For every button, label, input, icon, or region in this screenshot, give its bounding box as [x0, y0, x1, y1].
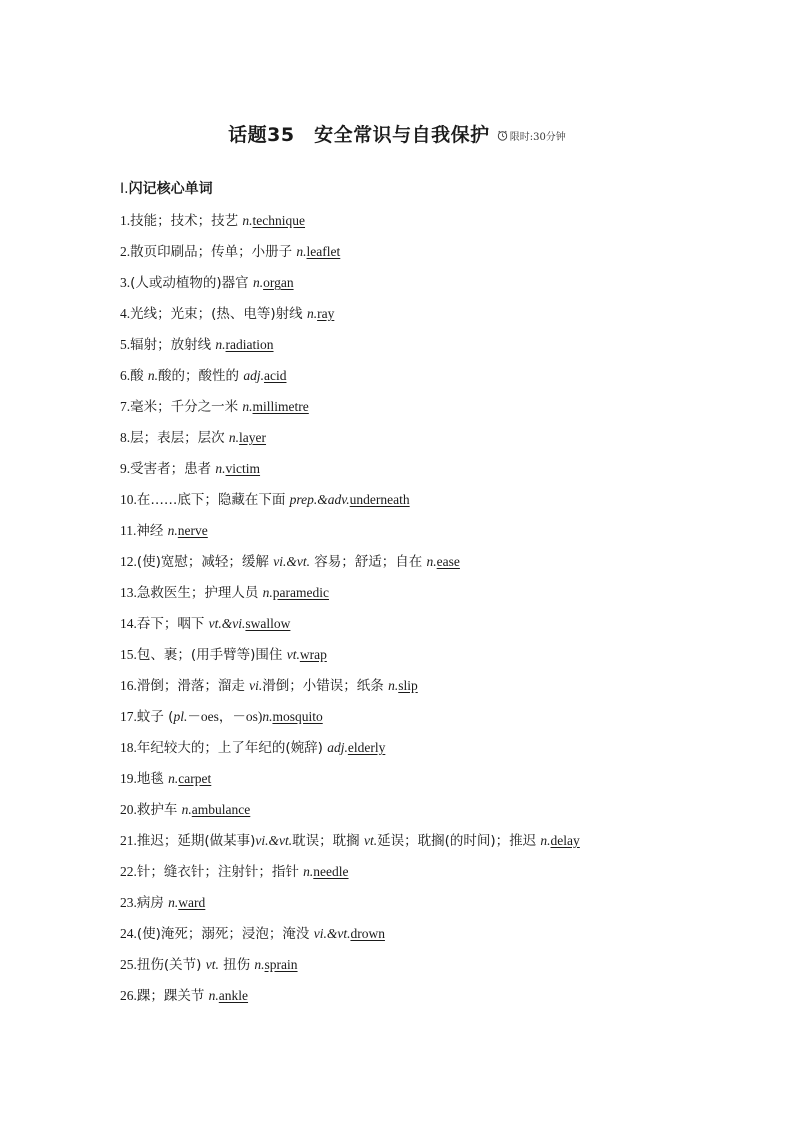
answer-word: leaflet: [306, 244, 341, 259]
answer-word: slip: [398, 678, 418, 693]
part-of-speech: vt.: [205, 957, 219, 972]
item-number: 7.: [120, 399, 131, 414]
part-of-speech: n.: [167, 523, 178, 538]
part-of-speech: n.: [426, 554, 437, 569]
part-of-speech: vt.&vi.: [208, 616, 246, 631]
clock-icon: [497, 130, 508, 141]
item-definition: 扭伤: [218, 957, 255, 973]
part-of-speech: n.: [303, 864, 314, 879]
part-of-speech: n.: [215, 461, 226, 476]
vocab-item: [120, 518, 760, 549]
part-of-speech: vi.&vt.: [255, 833, 293, 848]
item-number: 11.: [120, 523, 137, 538]
part-of-speech: n.: [168, 771, 179, 786]
item-definition: 技能；技术；技艺: [130, 213, 243, 229]
vocab-item: [120, 952, 760, 983]
part-of-speech: n.: [242, 213, 253, 228]
item-number: 6.: [120, 368, 131, 383]
item-definition: (人或动植物的)器官: [130, 275, 253, 291]
item-number: 14.: [120, 616, 137, 631]
item-definition: 辐射；放射线: [130, 337, 216, 353]
section-numeral: Ⅰ.: [120, 181, 129, 197]
part-of-speech: n.: [306, 306, 318, 321]
answer-word: sprain: [264, 957, 298, 972]
item-number: 26.: [120, 988, 137, 1003]
part-of-speech: n.: [208, 988, 219, 1003]
part-of-speech: n.: [254, 957, 265, 972]
vocab-item: [120, 487, 760, 518]
item-number: 25.: [120, 957, 137, 972]
vocab-item: [120, 735, 760, 766]
item-definition: 酸的；酸性的: [158, 368, 244, 384]
part-of-speech: vi.&vt.: [273, 554, 310, 569]
item-definition: 地毯: [136, 771, 169, 787]
vocab-item: [120, 890, 760, 921]
item-definition: (使)淹死；溺死；浸泡；淹没: [136, 926, 314, 942]
answer-word: needle: [313, 864, 349, 879]
vocab-item: [120, 208, 760, 239]
item-definition: 容易；舒适；自在: [309, 554, 427, 570]
answer-word: victim: [225, 461, 261, 476]
vocab-item: [120, 394, 760, 425]
answer-word: millimetre: [252, 399, 309, 414]
vocab-item: [120, 704, 760, 735]
item-number: 23.: [120, 895, 137, 910]
item-number: 16.: [120, 678, 137, 693]
part-of-speech: n.: [228, 430, 240, 445]
item-number: 12.: [120, 554, 137, 569]
part-of-speech: n.: [262, 709, 273, 724]
vocab-item: [120, 797, 760, 828]
answer-word: swallow: [245, 616, 291, 631]
vocab-item: [120, 673, 760, 704]
vocab-item: [120, 549, 760, 580]
vocab-item: [120, 239, 760, 270]
item-definition: 毫米；千分之一米: [130, 399, 243, 415]
answer-word: ward: [178, 895, 206, 910]
item-definition: 耽误；耽搁: [292, 833, 364, 849]
part-of-speech: n.: [168, 895, 179, 910]
part-of-speech: n.: [242, 399, 253, 414]
item-number: 8.: [120, 430, 131, 445]
item-definition: 急救医生；护理人员: [136, 585, 263, 601]
item-definition: 吞下；咽下: [136, 616, 209, 632]
item-number: 21.: [120, 833, 137, 848]
vocab-item: [120, 766, 760, 797]
answer-word: ray: [317, 306, 335, 321]
part-of-speech: n.: [181, 802, 192, 817]
part-of-speech: adj.: [327, 740, 348, 755]
item-definition: 散页印刷品；传单；小册子: [130, 244, 297, 260]
vocab-item: [120, 332, 760, 363]
part-of-speech: n.: [252, 275, 264, 290]
item-definition: 受害者；患者: [130, 461, 216, 477]
item-number: 3.: [120, 275, 131, 290]
item-number: 5.: [120, 337, 131, 352]
answer-word: wrap: [299, 647, 327, 662]
item-definition: 蚊子 (: [136, 709, 174, 725]
vocab-item: [120, 983, 760, 1014]
item-number: 13.: [120, 585, 137, 600]
vocab-item: [120, 301, 760, 332]
answer-word: ambulance: [191, 802, 251, 817]
vocab-item: [120, 859, 760, 890]
page-title: 话题35 安全常识与自我保护: [228, 124, 490, 146]
part-of-speech: n.: [296, 244, 307, 259]
part-of-speech: n.: [215, 337, 226, 352]
vocab-item: [120, 611, 760, 642]
vocab-item: [120, 921, 760, 952]
part-of-speech: vi.&vt.: [313, 926, 351, 941]
item-note: －oes，－os): [187, 709, 263, 724]
item-definition: 包、裹；(用手臂等)围住: [136, 647, 287, 663]
vocab-item: [120, 363, 760, 394]
timer-text: 限时:30分钟: [509, 132, 566, 143]
answer-word: technique: [252, 213, 306, 228]
item-definition: 病房: [136, 895, 169, 911]
vocab-item: [120, 270, 760, 301]
answer-word: acid: [263, 368, 287, 383]
answer-word: paramedic: [272, 585, 330, 600]
section-heading: [120, 178, 213, 198]
item-number: 18.: [120, 740, 137, 755]
item-definition: (使)宽慰；减轻；缓解: [136, 554, 274, 570]
vocab-item: [120, 456, 760, 487]
item-number: 17.: [120, 709, 137, 724]
item-number: 24.: [120, 926, 137, 941]
item-number: 1.: [120, 213, 131, 228]
vocab-item: [120, 580, 760, 611]
item-definition: 年纪较大的；上了年纪的(婉辞): [136, 740, 328, 756]
part-of-speech: adj.: [243, 368, 264, 383]
vocab-list: [120, 208, 760, 1014]
item-number: 22.: [120, 864, 137, 879]
answer-word: ease: [436, 554, 460, 569]
item-number: 10.: [120, 492, 137, 507]
part-of-speech: prep.&adv.: [289, 492, 350, 507]
part-of-speech: n.: [147, 368, 159, 383]
item-definition: 针；缝衣针；注射针；指针: [136, 864, 304, 880]
item-definition: 光线；光束；(热、电等)射线: [130, 306, 307, 322]
item-definition: 延误；耽搁(的时间)；推迟: [377, 833, 541, 849]
item-number: 4.: [120, 306, 131, 321]
part-of-speech: vt.: [286, 647, 300, 662]
item-definition: 滑倒；小错误；纸条: [262, 678, 389, 694]
item-number: 2.: [120, 244, 131, 259]
vocab-item: [120, 828, 760, 859]
item-number: 15.: [120, 647, 137, 662]
item-definition: 扭伤(关节): [136, 957, 206, 973]
timer-label: [497, 128, 566, 143]
item-definition: 神经: [136, 523, 168, 539]
section-title: 闪记核心单词: [128, 181, 213, 197]
answer-word: carpet: [178, 771, 212, 786]
part-of-speech: vt.: [363, 833, 378, 848]
answer-word: layer: [239, 430, 267, 445]
answer-word: drown: [350, 926, 385, 941]
part-of-speech: n.: [388, 678, 399, 693]
answer-word: radiation: [225, 337, 274, 352]
item-definition: 推迟；延期(做某事): [136, 833, 256, 849]
part-of-speech: pl.: [173, 709, 188, 724]
item-number: 20.: [120, 802, 137, 817]
part-of-speech: n.: [540, 833, 551, 848]
title-row: [0, 120, 794, 147]
item-number: 19.: [120, 771, 137, 786]
answer-word: organ: [263, 275, 294, 290]
item-definition: 在……底下；隐藏在下面: [136, 492, 290, 508]
item-definition: 滑倒；滑落；溜走: [136, 678, 250, 694]
item-definition: 踝；踝关节: [136, 988, 209, 1004]
vocab-item: [120, 642, 760, 673]
answer-word: delay: [550, 833, 580, 848]
vocab-item: [120, 425, 760, 456]
answer-word: ankle: [218, 988, 249, 1003]
answer-word: elderly: [347, 740, 386, 755]
part-of-speech: n.: [262, 585, 273, 600]
item-definition: 酸: [130, 368, 148, 384]
answer-word: nerve: [177, 523, 208, 538]
item-definition: 层；表层；层次: [130, 430, 229, 446]
answer-word: mosquito: [272, 709, 323, 724]
item-number: 9.: [120, 461, 131, 476]
item-definition: 救护车: [136, 802, 182, 818]
part-of-speech: vi.: [249, 678, 263, 693]
answer-word: underneath: [349, 492, 410, 507]
